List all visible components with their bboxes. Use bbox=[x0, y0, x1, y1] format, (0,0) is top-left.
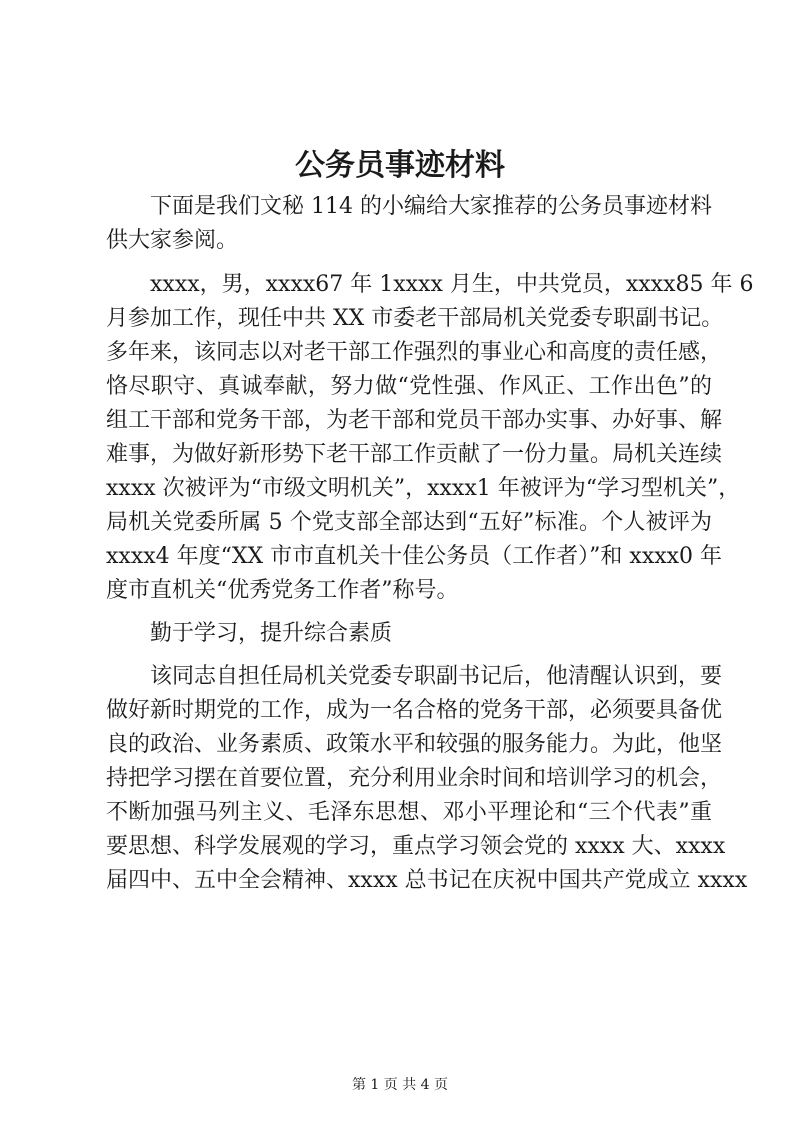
text-line: 要思想、科学发展观的学习，重点学习领会党的 xxxx 大、xxxx bbox=[106, 834, 726, 859]
text-line: 下面是我们文秘 114 的小编给大家推荐的公务员事迹材料 bbox=[150, 194, 712, 219]
text-line: 组工干部和党务干部，为老干部和党员干部办实事、办好事、解 bbox=[106, 408, 723, 433]
text-line: 月参加工作，现任中共 XX 市委老干部局机关党委专职副书记。 bbox=[106, 306, 724, 331]
section-heading: 勤于学习，提升综合素质 bbox=[150, 621, 393, 646]
text-line: 该同志自担任局机关党委专职副书记后，他清醒认识到，要 bbox=[150, 664, 723, 689]
text-line: xxxx 次被评为“市级文明机关”，xxxx1 年被评为“学习型机关”， bbox=[106, 476, 741, 501]
text-line: 供大家参阅。 bbox=[106, 228, 239, 253]
text-line: xxxx，男，xxxx67 年 1xxxx 月生，中共党员，xxxx85 年 6 bbox=[150, 272, 754, 297]
page-number: 第 1 页 共 4 页 bbox=[351, 1077, 449, 1093]
text-line: 届四中、五中全会精神、xxxx 总书记在庆祝中国共产党成立 xxxx bbox=[106, 868, 748, 893]
document-title: 公务员事迹材料 bbox=[295, 148, 505, 183]
text-line: 持把学习摆在首要位置，充分利用业余时间和培训学习的机会， bbox=[106, 766, 723, 791]
text-line: 恪尽职守、真诚奉献，努力做“党性强、作风正、工作出色”的 bbox=[106, 374, 712, 399]
text-line: xxxx4 年度“XX 市市直机关十佳公务员（工作者）”和 xxxx0 年 bbox=[106, 544, 723, 569]
text-line: 难事，为做好新形势下老干部工作贡献了一份力量。局机关连续 bbox=[106, 442, 723, 467]
text-line: 良的政治、业务素质、政策水平和较强的服务能力。为此，他坚 bbox=[106, 732, 723, 757]
text-line: 度市直机关“优秀党务工作者”称号。 bbox=[106, 578, 459, 603]
text-line: 多年来，该同志以对老干部工作强烈的事业心和高度的责任感， bbox=[106, 340, 723, 365]
text-line: 不断加强马列主义、毛泽东思想、邓小平理论和“三个代表”重 bbox=[106, 800, 712, 825]
text-line: 做好新时期党的工作，成为一名合格的党务干部，必须要具备优 bbox=[106, 698, 723, 723]
text-line: 局机关党委所属 5 个党支部全部达到“五好”标准。个人被评为 bbox=[106, 510, 712, 535]
